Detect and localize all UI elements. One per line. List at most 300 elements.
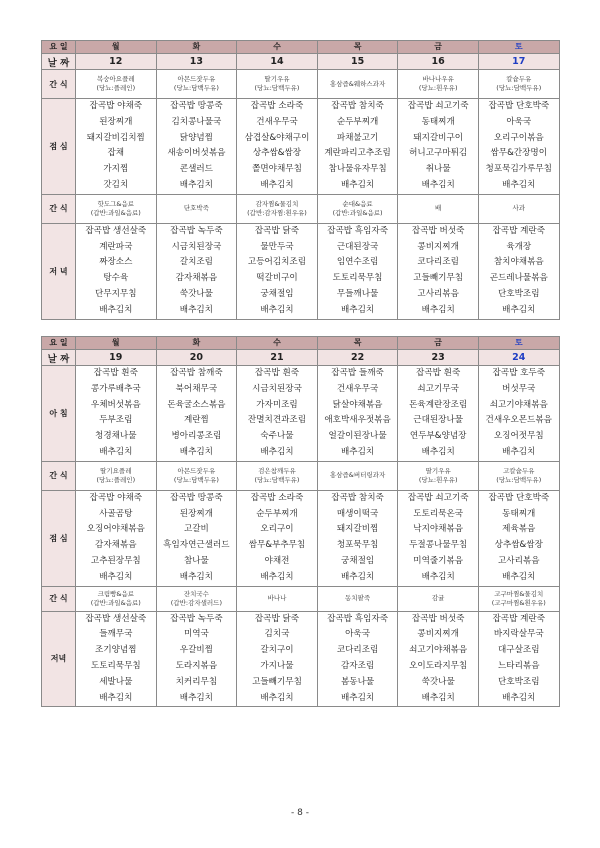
menu-item: 상추쌈&쌈장	[252, 148, 302, 159]
menu-item: 계란파국	[99, 241, 133, 252]
meal-cell	[237, 223, 318, 319]
meal-row	[42, 366, 560, 462]
menu-item: 시금치된장국	[171, 241, 222, 252]
menu-item: 배추김치	[179, 304, 213, 315]
date-row	[42, 350, 560, 366]
menu-item: 돈육계란장조림	[409, 399, 468, 410]
menu-item: 우체버섯볶음	[90, 399, 141, 410]
meal-cell	[76, 99, 157, 195]
menu-item: 동태찌개	[502, 508, 536, 519]
menu-item: 단호박조림	[498, 676, 540, 687]
menu-item: 돼지갈비찜	[336, 524, 379, 535]
menu-item: 쌈무&간장명이	[490, 148, 548, 159]
meal-cell	[76, 223, 157, 319]
meal-cell	[478, 490, 559, 586]
meal-cell	[317, 490, 398, 586]
row-label: 점 심	[42, 99, 76, 195]
snack-line: (갑반:과일&음료)	[332, 208, 383, 217]
snack-line: 바나나	[267, 594, 287, 603]
menu-item: 배추김치	[179, 571, 213, 582]
snack-cell	[237, 586, 318, 611]
menu-item: 잡곡밥 단호박죽	[488, 101, 550, 111]
menu-item: 무들깨나물	[336, 288, 379, 299]
menu-item: 탕수육	[103, 273, 129, 284]
menu-item: 고등어김치조림	[247, 257, 307, 268]
menu-item: 미역줄기볶음	[413, 555, 464, 566]
date-cell: 19	[76, 350, 157, 366]
menu-item: 곤드레나물볶음	[489, 273, 548, 284]
menu-item: 콩비지찌개	[417, 241, 459, 252]
menu-item: 참치야채볶음	[493, 257, 544, 268]
snack-row	[42, 586, 560, 611]
menu-item: 청경채나물	[95, 431, 137, 442]
menu-item: 배추김치	[502, 446, 536, 457]
menu-item: 닭양념찜	[179, 132, 213, 143]
menu-item: 김치콩나물국	[171, 116, 222, 127]
menu-item: 육개장	[506, 241, 532, 252]
snack-cell	[156, 586, 237, 611]
snack-line: 바나나우유	[422, 75, 454, 83]
meal-cell	[398, 611, 479, 707]
menu-item: 배추김치	[340, 179, 375, 190]
menu-item: 잡곡밥 참치죽	[331, 101, 384, 111]
snack-line: (당뇨:흰우유)	[418, 84, 458, 92]
menu-item: 오징어야채볶음	[86, 524, 145, 535]
menu-item: 병아리콩조림	[171, 431, 222, 442]
snack-cell	[317, 194, 398, 223]
meal-cell	[237, 99, 318, 195]
snack-line: 배	[435, 204, 442, 213]
snack-cell	[237, 461, 318, 490]
snack-line: (당뇨:담백두유)	[173, 475, 219, 484]
menu-item: 고사리볶음	[498, 555, 540, 566]
menu-item: 건새우무국	[256, 116, 298, 127]
menu-item: 잡채	[107, 148, 125, 159]
menu-item: 배추김치	[99, 692, 133, 703]
snack-line: 복숭아요플레	[96, 75, 135, 83]
menu-item: 돼지갈비김치찜	[86, 132, 145, 143]
meal-row	[42, 223, 560, 319]
snack-line: (고구마찜&흰우유)	[491, 598, 546, 607]
menu-item: 배추김치	[260, 692, 294, 703]
menu-item: 치커리무침	[175, 676, 218, 687]
menu-item: 배추김치	[99, 446, 133, 457]
meal-cell	[478, 611, 559, 707]
menu-item: 잡곡밥 쇠고기죽	[407, 492, 469, 503]
snack-line: 순대&음료	[342, 199, 373, 208]
menu-item: 버섯무국	[502, 383, 536, 394]
meal-cell	[317, 99, 398, 195]
menu-item: 파채불고기	[336, 132, 379, 143]
menu-item: 계란찜	[183, 415, 209, 426]
snack-line: 고칼슘두유	[503, 466, 535, 475]
meal-cell	[317, 223, 398, 319]
snack-cell	[76, 194, 157, 223]
menu-item: 오리구이볶음	[493, 132, 544, 143]
date-cell: 22	[317, 350, 398, 366]
menu-item: 된장찌개	[99, 116, 133, 127]
meal-cell	[237, 611, 318, 707]
menu-item: 상추쌈&쌈장	[494, 540, 543, 551]
menu-item: 근대된장나물	[413, 415, 464, 426]
menu-item: 갈치조림	[179, 257, 213, 268]
menu-item: 새송이버섯볶음	[167, 148, 226, 159]
day-cell: 화	[156, 41, 237, 54]
snack-line: (당뇨:담백두유)	[254, 84, 300, 92]
menu-item: 느타리볶음	[498, 660, 540, 671]
menu-item: 고들빼기무침	[252, 676, 302, 687]
row-label: 간 식	[42, 461, 76, 490]
day-cell: 토	[478, 337, 559, 350]
menu-item: 잡곡밥 야채죽	[89, 101, 143, 111]
menu-item: 콩가루배추국	[90, 383, 141, 394]
menu-item: 잡곡밥 버섯죽	[411, 225, 465, 236]
menu-item: 배추김치	[421, 446, 455, 457]
snack-cell	[76, 461, 157, 490]
snack-line: (당뇨:담백두유)	[173, 84, 219, 92]
snack-cell	[317, 586, 398, 611]
menu-item: 고들빼기무침	[413, 273, 464, 284]
snack-line: 감자찜&물김치	[255, 199, 299, 208]
menu-item: 건새우오몬드볶음	[485, 415, 552, 426]
date-cell: 13	[156, 54, 237, 70]
row-label: 간 식	[42, 70, 76, 99]
menu-item: 배추김치	[502, 304, 536, 315]
menu-item: 동태찌개	[421, 116, 455, 127]
snack-line: 감귤	[431, 594, 445, 603]
snack-line: 사과	[512, 204, 526, 213]
snack-cell	[237, 194, 318, 223]
menu-item: 단무지무침	[95, 288, 137, 299]
snack-line: 홍삼즙&웨하스과자	[329, 79, 386, 88]
menu-item: 배추김치	[179, 179, 213, 190]
menu-item: 배추김치	[260, 179, 294, 190]
menu-item: 잡곡밥 들깨죽	[331, 368, 384, 378]
menu-item: 짜장소스	[99, 257, 133, 268]
snack-cell	[398, 586, 479, 611]
meal-cell	[156, 366, 237, 462]
menu-item: 잡곡밥 참치죽	[331, 492, 384, 503]
snack-line: 잔치국수	[183, 589, 209, 598]
row-label: 날 짜	[42, 350, 76, 366]
meal-cell	[76, 366, 157, 462]
menu-item: 고추된장무침	[90, 555, 141, 566]
snack-line: 아몬드잣두유	[177, 466, 216, 475]
snack-line: 홍삼즙&버터링과자	[329, 471, 386, 480]
row-label: 아 침	[42, 366, 76, 462]
meal-cell	[398, 490, 479, 586]
menu-item: 쇠고기야채볶음	[489, 399, 548, 410]
meal-cell	[237, 490, 318, 586]
meal-cell	[156, 490, 237, 586]
date-cell: 24	[478, 350, 559, 366]
day-cell: 금	[398, 41, 479, 54]
row-label: 저 녁	[42, 223, 76, 319]
menu-item: 궁채절임	[260, 288, 294, 299]
day-row	[42, 337, 560, 350]
menu-item: 닭살야채볶음	[332, 399, 383, 410]
menu-item: 허니고구마튀김	[409, 148, 468, 159]
menu-item: 잡곡밥 소라죽	[250, 101, 304, 111]
meal-row	[42, 99, 560, 195]
menu-item: 청포묵김가루무침	[485, 164, 552, 175]
menu-item: 돈육굴소스볶음	[167, 399, 226, 410]
snack-cell	[398, 70, 479, 99]
menu-item: 배추김치	[502, 179, 536, 190]
menu-item: 콩비지찌개	[417, 629, 459, 640]
day-cell: 목	[317, 337, 398, 350]
menu-item: 코다리조림	[417, 257, 459, 268]
menu-item: 도라지볶음	[175, 660, 218, 671]
snack-cell	[76, 586, 157, 611]
menu-item: 단호박조림	[498, 288, 540, 299]
day-cell: 월	[76, 41, 157, 54]
day-row	[42, 41, 560, 54]
row-label: 간 식	[42, 194, 76, 223]
meal-cell	[478, 223, 559, 319]
snack-cell	[478, 194, 559, 223]
menu-item: 배추김치	[179, 446, 213, 457]
menu-item: 김치국	[264, 629, 290, 640]
menu-item: 대구살조림	[498, 645, 540, 656]
snack-cell	[156, 194, 237, 223]
day-cell: 수	[237, 41, 318, 54]
date-cell: 20	[156, 350, 237, 366]
snack-line: 단호박죽	[183, 204, 209, 213]
menu-item: 잡곡밥 생선살죽	[85, 225, 147, 236]
date-cell: 21	[237, 350, 318, 366]
menu-item: 잡곡밥 참깨죽	[170, 368, 223, 378]
menu-item: 흑임자연근샐러드	[163, 540, 230, 551]
snack-line: 검은참깨두유	[258, 466, 296, 475]
menu-item: 배추김치	[421, 692, 455, 703]
menu-item: 갓김치	[103, 179, 129, 190]
meal-cell	[76, 611, 157, 707]
menu-item: 도토리묵온국	[413, 508, 464, 519]
menu-item: 배추김치	[421, 179, 455, 190]
menu-item: 우갈비찜	[179, 645, 213, 656]
menu-item: 야채전	[264, 555, 290, 566]
meal-cell	[317, 366, 398, 462]
row-label: 요 일	[42, 41, 76, 54]
snack-line: (갑반:감자찜:흰우유)	[247, 208, 307, 217]
snack-cell	[317, 461, 398, 490]
menu-item: 근대된장국	[336, 241, 379, 252]
menu-item: 배추김치	[179, 692, 213, 703]
menu-item: 잡곡밥 흰죽	[416, 368, 461, 378]
snack-line: 딸기우유	[425, 466, 451, 475]
row-label: 저녁	[42, 611, 76, 707]
meal-cell	[317, 611, 398, 707]
menu-item: 배추김치	[260, 446, 294, 457]
day-cell: 수	[237, 337, 318, 350]
date-cell: 15	[317, 54, 398, 70]
day-cell: 화	[156, 337, 237, 350]
menu-item: 떡갈비구이	[256, 273, 298, 284]
menu-item: 청포묵무침	[336, 540, 379, 551]
menu-item: 건새우무국	[336, 383, 379, 394]
menu-item: 배추김치	[502, 571, 536, 582]
snack-line: (당뇨:담백두유)	[496, 475, 542, 484]
meal-cell	[76, 490, 157, 586]
snack-cell	[237, 70, 318, 99]
menu-item: 잔멸치견과조림	[247, 415, 307, 426]
menu-item: 배추김치	[340, 304, 375, 315]
menu-item: 계란파리고추조림	[324, 148, 391, 159]
day-cell: 토	[478, 41, 559, 54]
menu-item: 배추김치	[502, 692, 536, 703]
snack-line: (당뇨:플레인)	[96, 475, 136, 484]
menu-item: 조기양념찜	[95, 645, 137, 656]
menu-item: 도토리묵무침	[90, 660, 141, 671]
date-row	[42, 54, 560, 70]
menu-item: 잡곡밥 땅콩죽	[170, 101, 223, 111]
menu-item: 고갈비	[183, 524, 209, 535]
menu-item: 감자채볶음	[95, 540, 137, 551]
meal-cell	[156, 223, 237, 319]
menu-item: 얼갈이된장나물	[328, 431, 387, 442]
menu-item: 오리구이	[260, 524, 294, 535]
menu-item: 배추김치	[421, 571, 455, 582]
snack-line: 고구마찜&물김치	[494, 589, 544, 598]
menu-item: 순두부찌개	[336, 116, 379, 127]
snack-cell	[76, 70, 157, 99]
snack-cell	[478, 70, 559, 99]
menu-item: 잡곡밥 녹두죽	[170, 225, 223, 236]
snack-line: 아몬드잣두유	[177, 75, 216, 83]
snack-line: 핫도그&음료	[97, 199, 135, 208]
day-cell: 금	[398, 337, 479, 350]
menu-item: 고사리볶음	[417, 288, 459, 299]
menu-item: 잡곡밥 닭죽	[254, 225, 300, 236]
menu-item: 배추김치	[340, 446, 375, 457]
snack-cell	[478, 461, 559, 490]
meal-row	[42, 611, 560, 707]
menu-item: 가지찜	[103, 164, 129, 175]
menu-item: 갈치구이	[260, 645, 294, 656]
menu-item: 삼겹살&야채구이	[244, 132, 310, 143]
menu-item: 쇠고기야채볶음	[409, 645, 468, 656]
snack-line: 딸기요플레	[100, 466, 132, 475]
snack-cell	[156, 70, 237, 99]
menu-item: 궁채절임	[340, 555, 375, 566]
snack-row	[42, 461, 560, 490]
menu-item: 쌈무&부추무침	[248, 540, 306, 551]
menu-item: 가지나물	[260, 660, 294, 671]
menu-item: 배추김치	[421, 304, 455, 315]
meal-cell	[398, 366, 479, 462]
snack-cell	[156, 461, 237, 490]
menu-item: 배추김치	[340, 692, 375, 703]
menu-item: 잡곡밥 계란죽	[492, 613, 546, 624]
menu-item: 도토리묵무침	[332, 273, 383, 284]
menu-item: 잡곡밥 계란죽	[492, 225, 546, 236]
menu-item: 애호박새우젓볶음	[324, 415, 391, 426]
menu-item: 연두부&양념장	[409, 431, 467, 442]
row-label: 점 심	[42, 490, 76, 586]
row-label: 요 일	[42, 337, 76, 350]
menu-item: 감자조림	[340, 660, 375, 671]
menu-item: 봄동나물	[340, 676, 375, 687]
snack-line: (당뇨:담백두유)	[496, 84, 542, 92]
snack-line: (갑반:과일&음료)	[90, 208, 141, 217]
date-cell: 16	[398, 54, 479, 70]
menu-item: 두부조림	[99, 415, 133, 426]
menu-item: 낙지야채볶음	[413, 524, 464, 535]
menu-item: 취나물	[425, 164, 451, 175]
menu-item: 배추김치	[99, 304, 133, 315]
menu-item: 잡곡밥 흰죽	[254, 368, 300, 378]
date-cell: 14	[237, 54, 318, 70]
snack-line: (당뇨:담백두유)	[254, 475, 300, 484]
menu-item: 쑥갓나물	[421, 676, 455, 687]
menu-item: 오이도라지무침	[409, 660, 468, 671]
date-cell: 17	[478, 54, 559, 70]
menu-item: 참나물유자무침	[328, 164, 387, 175]
day-cell: 목	[317, 41, 398, 54]
row-label: 간 식	[42, 586, 76, 611]
day-cell: 월	[76, 337, 157, 350]
menu-item: 잡곡밥 야채죽	[89, 492, 143, 503]
menu-item: 두절콩나물무침	[409, 540, 468, 551]
menu-item: 잡곡밥 닭죽	[254, 613, 300, 624]
meal-cell	[398, 223, 479, 319]
menu-item: 순두부찌개	[256, 508, 298, 519]
snack-line: (당뇨:플레인)	[96, 84, 136, 92]
snack-line: (당뇨:흰우유)	[418, 475, 458, 484]
menu-item: 잡곡밥 흑임자죽	[327, 613, 388, 624]
snack-cell	[398, 194, 479, 223]
menu-item: 가자미조림	[256, 399, 298, 410]
snack-cell	[398, 461, 479, 490]
meal-cell	[237, 366, 318, 462]
meal-row	[42, 490, 560, 586]
menu-item: 배추김치	[260, 571, 294, 582]
menu-item: 잡곡밥 소라죽	[250, 492, 304, 503]
menu-item: 쇠고기무국	[417, 383, 459, 394]
menu-item: 잡곡밥 땅콩죽	[170, 492, 223, 503]
meal-cell	[398, 99, 479, 195]
menu-item: 미역국	[183, 629, 209, 640]
menu-item: 쫄면야채무침	[252, 164, 302, 175]
menu-item: 시금치된장국	[252, 383, 302, 394]
menu-item: 북어채무국	[175, 383, 218, 394]
menu-item: 임연수조림	[336, 257, 379, 268]
menu-item: 잡곡밥 쇠고기죽	[407, 101, 469, 111]
menu-item: 배추김치	[99, 571, 133, 582]
menu-item: 잡곡밥 생선살죽	[85, 613, 147, 624]
menu-item: 세발나물	[99, 676, 133, 687]
weekly-menu-table-2	[41, 336, 560, 707]
meal-cell	[478, 366, 559, 462]
snack-cell	[317, 70, 398, 99]
weekly-menu-table-1	[41, 40, 560, 320]
snack-line: 크림빵&음료	[97, 589, 135, 598]
menu-item: 잡곡밥 단호박죽	[488, 492, 550, 503]
menu-item: 쑥갓나물	[179, 288, 213, 299]
row-label: 날 짜	[42, 54, 76, 70]
menu-item: 숙주나물	[260, 431, 294, 442]
menu-item: 콘샐러드	[179, 164, 213, 175]
menu-item: 오징어젓무침	[493, 431, 544, 442]
menu-item: 배추김치	[340, 571, 375, 582]
menu-item: 잡곡밥 녹두죽	[170, 613, 223, 624]
menu-item: 바지락살무국	[493, 629, 544, 640]
menu-item: 제육볶음	[502, 524, 536, 535]
snack-line: 칼슘두유	[506, 75, 532, 83]
menu-item: 아욱국	[345, 629, 371, 640]
snack-line: 동치팥죽	[345, 594, 371, 603]
